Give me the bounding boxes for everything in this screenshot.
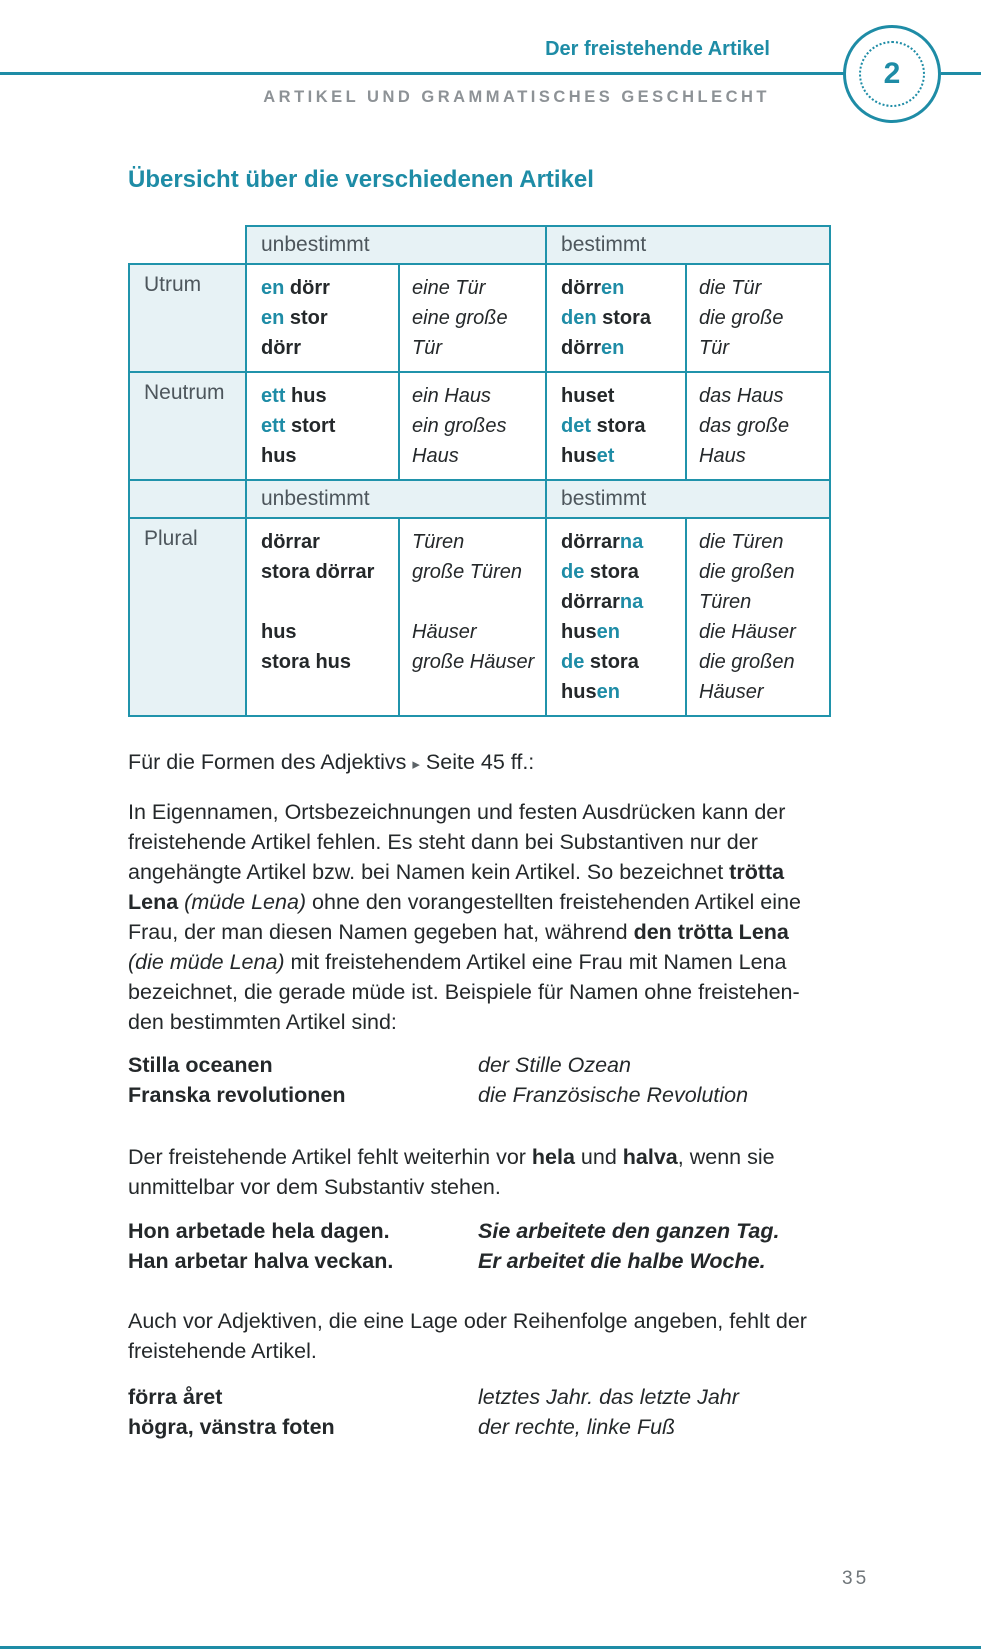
article-highlight: de xyxy=(561,651,585,673)
article-highlight: en xyxy=(601,337,625,359)
german-gloss-line: die großen xyxy=(699,651,795,673)
german-gloss-line: Häuser xyxy=(699,681,764,703)
cell-plural-german-definite xyxy=(686,518,830,716)
swedish-form-line xyxy=(561,677,681,707)
swedish-form-line xyxy=(561,647,681,677)
cell-neutrum-german-indefinite xyxy=(399,372,546,480)
text-line xyxy=(128,1306,870,1336)
german-gloss-line: Türen xyxy=(699,591,752,613)
german-gloss-line: Tür xyxy=(699,337,730,359)
swedish-form-line xyxy=(561,333,681,363)
table-row xyxy=(129,372,830,480)
text-segment: Der freistehende Artikel fehlt weiterhin vor xyxy=(128,1145,532,1169)
text-segment: ▸ xyxy=(412,756,420,773)
word: stora xyxy=(584,561,639,583)
word: stor xyxy=(284,307,328,329)
example-block-hela-halva xyxy=(128,1216,870,1276)
german-gloss-line: die großen xyxy=(699,561,795,583)
word: dörr xyxy=(261,337,301,359)
text-segment: hela xyxy=(531,1145,575,1169)
swedish-form-line xyxy=(261,381,394,411)
swedish-form-line xyxy=(261,441,394,471)
article-highlight: na xyxy=(619,591,644,613)
german-gloss-line: die Tür xyxy=(699,277,762,299)
german-gloss-line: Türen xyxy=(412,531,465,553)
cell-utrum-german-indefinite xyxy=(399,264,546,372)
german-gloss-line: große Häuser xyxy=(412,651,535,673)
word: hus xyxy=(261,621,297,643)
article-table xyxy=(128,225,831,717)
word: huset xyxy=(561,385,615,407)
swedish-form-line xyxy=(561,441,681,471)
text-segment: In Eigennamen, Ortsbezeichnungen und festen Ausdrücken kann der xyxy=(128,800,786,824)
cell-utrum-swedish-definite xyxy=(546,264,686,372)
text-line xyxy=(128,797,870,827)
text-segment: und xyxy=(574,1145,623,1169)
chapter-subtitle: ARTIKEL UND GRAMMATISCHES GESCHLECHT xyxy=(263,88,770,106)
text-segment: ohne den vorangestellten freistehenden Artikel eine xyxy=(306,890,801,914)
section-title: Übersicht über die verschiedenen Artikel xyxy=(128,166,594,193)
text-segment: den bestimmten Artikel sind: xyxy=(128,1010,397,1034)
swedish-form-line xyxy=(261,527,394,557)
running-title: Der freistehende Artikel xyxy=(545,38,770,60)
swedish-form-line xyxy=(561,303,681,333)
text-segment: Für die Formen des Adjektivs xyxy=(128,750,413,774)
german-gloss-line: ein Haus xyxy=(412,385,491,407)
text-line xyxy=(128,1142,870,1172)
german-gloss-line: eine Tür xyxy=(412,277,486,299)
text-line xyxy=(128,1172,870,1202)
chapter-number-badge xyxy=(843,25,941,123)
column-header-unbestimmt: unbestimmt xyxy=(246,226,546,264)
header-rule-left xyxy=(0,72,844,75)
text-segment: (müde Lena) xyxy=(184,890,307,914)
text-segment: unmittelbar vor dem Substantiv stehen. xyxy=(128,1175,501,1199)
german-translation: Sie arbeitete den ganzen Tag. xyxy=(478,1219,780,1243)
text-segment: angehängte Artikel bzw. bei Namen kein Artikel. So bezeichnet xyxy=(128,860,730,884)
cell-plural-swedish-definite xyxy=(546,518,686,716)
example-row xyxy=(128,1246,870,1276)
table-row xyxy=(129,264,830,372)
text-segment: Lena xyxy=(128,890,179,914)
article-highlight: de xyxy=(561,561,585,583)
table-header-row xyxy=(129,480,830,518)
swedish-form-line xyxy=(561,617,681,647)
text-line xyxy=(128,917,870,947)
cell-neutrum-swedish-indefinite xyxy=(246,372,399,480)
cell-utrum-swedish-indefinite xyxy=(246,264,399,372)
german-gloss-line: die Türen xyxy=(699,531,784,553)
german-translation: Er arbeitet die halbe Woche. xyxy=(478,1249,766,1273)
text-line xyxy=(128,747,870,780)
swedish-form-line xyxy=(561,381,681,411)
cell-plural-german-indefinite xyxy=(399,518,546,716)
swedish-example: Franska revolutionen xyxy=(128,1083,346,1107)
cell-neutrum-german-definite xyxy=(686,372,830,480)
example-row xyxy=(128,1412,870,1442)
german-gloss-line: das große xyxy=(699,415,790,437)
german-gloss-line: Tür xyxy=(412,337,442,359)
swedish-form-line xyxy=(261,617,394,647)
article-highlight: ett xyxy=(261,385,286,407)
paragraph-names xyxy=(128,797,870,1037)
text-line xyxy=(128,977,870,1007)
text-segment: den trötta Lena xyxy=(633,920,789,944)
text-line xyxy=(128,827,870,857)
article-highlight: en xyxy=(261,277,285,299)
cell-neutrum-swedish-definite xyxy=(546,372,686,480)
column-header-bestimmt: bestimmt xyxy=(546,480,830,518)
text-segment: , wenn sie xyxy=(677,1145,775,1169)
article-highlight: en xyxy=(596,681,620,703)
example-block-lage xyxy=(128,1382,870,1442)
german-gloss-line: die große xyxy=(699,307,784,329)
example-row xyxy=(128,1080,870,1110)
german-gloss-line: die Häuser xyxy=(699,621,796,643)
text-segment: Seite 45 ff.: xyxy=(419,750,535,774)
word: hus xyxy=(261,445,297,467)
word: dörr xyxy=(561,337,602,359)
german-translation: letztes Jahr. das letzte Jahr xyxy=(478,1385,739,1409)
article-highlight: det xyxy=(561,415,592,437)
german-gloss-line: ein großes xyxy=(412,415,507,437)
word: dörr xyxy=(561,277,602,299)
german-translation: der rechte, linke Fuß xyxy=(478,1415,676,1439)
german-translation: der Stille Ozean xyxy=(478,1053,631,1077)
word: dörrar xyxy=(261,531,320,553)
swedish-form-line xyxy=(261,587,394,617)
table-row xyxy=(129,518,830,716)
text-line xyxy=(128,1336,870,1366)
word: stora xyxy=(591,415,646,437)
text-line xyxy=(128,1007,870,1037)
swedish-form-line xyxy=(561,273,681,303)
swedish-form-line xyxy=(261,647,394,677)
article-highlight: en xyxy=(601,277,625,299)
example-row xyxy=(128,1216,870,1246)
text-segment: bezeichnet, die gerade müde ist. Beispiele für Namen ohne freistehen- xyxy=(128,980,800,1004)
example-block-names xyxy=(128,1050,870,1110)
text-segment: mit freistehendem Artikel eine Frau mit Namen Lena xyxy=(284,950,787,974)
example-row xyxy=(128,1382,870,1412)
german-gloss-line: Häuser xyxy=(412,621,477,643)
cell-plural-swedish-indefinite xyxy=(246,518,399,716)
word: hus xyxy=(285,385,327,407)
german-gloss-line: Haus xyxy=(699,445,746,467)
swedish-form-line xyxy=(561,557,681,587)
swedish-form-line xyxy=(561,527,681,557)
swedish-form-line xyxy=(261,557,394,587)
german-gloss-line: das Haus xyxy=(699,385,784,407)
article-highlight: et xyxy=(596,445,615,467)
row-label-neutrum: Neutrum xyxy=(129,372,246,480)
table-corner-cell xyxy=(129,480,246,518)
text-segment: Frau, der man diesen Namen gegeben hat, während xyxy=(128,920,634,944)
article-highlight: en xyxy=(261,307,285,329)
swedish-example: Stilla oceanen xyxy=(128,1053,273,1077)
cell-utrum-german-definite xyxy=(686,264,830,372)
swedish-form-line xyxy=(261,303,394,333)
article-table-body xyxy=(129,226,830,716)
text-segment: freistehende Artikel fehlen. Es steht dann bei Substantiven nur der xyxy=(128,830,758,854)
text-segment: freistehende Artikel. xyxy=(128,1339,317,1363)
article-highlight: en xyxy=(596,621,620,643)
article-highlight: den xyxy=(561,307,597,329)
paragraph-lage-reihenfolge xyxy=(128,1306,870,1366)
article-highlight: na xyxy=(619,531,644,553)
footer-rule xyxy=(0,1646,981,1649)
word: stora xyxy=(596,307,652,329)
column-header-unbestimmt: unbestimmt xyxy=(246,480,546,518)
page-number: 35 xyxy=(842,1568,870,1589)
word: stora hus xyxy=(261,651,352,673)
swedish-example: Han arbetar halva veckan. xyxy=(128,1249,394,1273)
swedish-form-line xyxy=(261,333,394,363)
word: dörr xyxy=(284,277,330,299)
word: hus xyxy=(561,621,597,643)
example-row xyxy=(128,1050,870,1080)
row-label-utrum: Utrum xyxy=(129,264,246,372)
header-rule-right xyxy=(941,72,981,75)
text-segment: Auch vor Adjektiven, die eine Lage oder Reihenfolge angeben, fehlt der xyxy=(128,1309,807,1333)
german-gloss-line: große Türen xyxy=(412,561,523,583)
swedish-example: högra, vänstra foten xyxy=(128,1415,335,1439)
swedish-example: förra året xyxy=(128,1385,223,1409)
german-translation: die Französische Revolution xyxy=(478,1083,749,1107)
german-gloss-line xyxy=(412,587,541,617)
text-segment: trötta xyxy=(729,860,785,884)
word: stora xyxy=(584,651,639,673)
text-line xyxy=(128,857,870,887)
text-segment: (die müde Lena) xyxy=(128,950,285,974)
word: hus xyxy=(561,681,597,703)
word: hus xyxy=(561,445,597,467)
word: dörrar xyxy=(561,591,620,613)
text-line xyxy=(128,947,870,977)
paragraph-hela-halva xyxy=(128,1142,870,1202)
swedish-form-line xyxy=(261,273,394,303)
swedish-example: Hon arbetade hela dagen. xyxy=(128,1219,390,1243)
badge-dotted-ring xyxy=(859,41,925,107)
word: dörrar xyxy=(561,531,620,553)
word: stort xyxy=(285,415,336,437)
swedish-form-line xyxy=(261,411,394,441)
article-highlight: ett xyxy=(261,415,286,437)
swedish-form-line xyxy=(561,587,681,617)
chapter-number: 2 xyxy=(883,57,901,90)
text-segment: halva xyxy=(622,1145,678,1169)
table-corner-cell xyxy=(129,226,246,264)
word: stora dörrar xyxy=(261,561,375,583)
swedish-form-line xyxy=(561,411,681,441)
table-header-row xyxy=(129,226,830,264)
german-gloss-line: Haus xyxy=(412,445,459,467)
row-label-plural: Plural xyxy=(129,518,246,716)
german-gloss-line: eine große xyxy=(412,307,508,329)
text-line xyxy=(128,887,870,917)
column-header-bestimmt: bestimmt xyxy=(546,226,830,264)
adjective-reference-line xyxy=(128,747,870,780)
